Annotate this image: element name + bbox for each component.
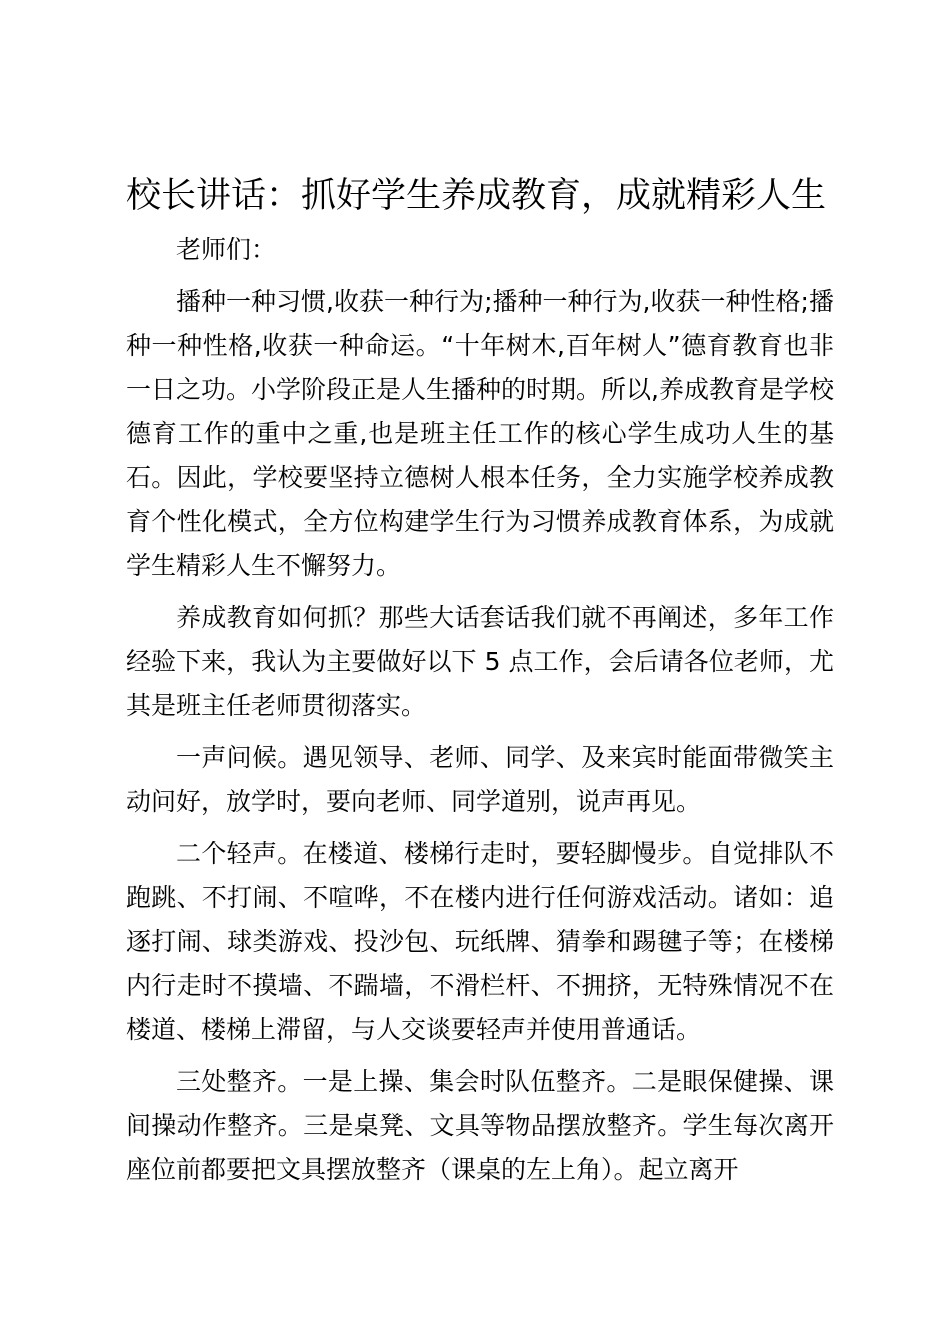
paragraph-how-to: 养成教育如何抓？那些大话套话我们就不再阐述，多年工作经验下来，我认为主要做好以下 5 点工作，会后请各位老师，尤其是班主任老师贯彻落实。	[126, 603, 834, 720]
paragraph-intro: 播种一种习惯,收获一种行为;播种一种行为,收获一种性格;播种一种性格,收获一种命运。“十年树木,百年树人”德育教育也非一日之功。小学阶段正是人生播种的时期。所以,养成教育是学校德育工作的重中之重,也是班主任工作的核心学生成功人生的基石。因此，学校要坚持立德树人根本任务，全力实施学校养成教育个性化模式，全方位构建学生行为习惯养成教育体系，为成就学生精彩人生不懈努力。	[126, 287, 834, 580]
paragraph-greeting: 一声问候。遇见领导、老师、同学、及来宾时能面带微笑主动问好，放学时，要向老师、同学道别，说声再见。	[126, 743, 834, 816]
document-title: 校长讲话：抓好学生养成教育，成就精彩人生	[126, 176, 827, 216]
salutation: 老师们：	[176, 235, 277, 264]
document-body	[126, 172, 834, 1200]
paragraph-neat: 三处整齐。一是上操、集会时队伍整齐。二是眼保健操、课间操动作整齐。三是桌凳、文具等物品摆放整齐。学生每次离开座位前都要把文具摆放整齐（课桌的左上角）。起立离开	[126, 1067, 834, 1184]
paragraph-quiet: 二个轻声。在楼道、楼梯行走时，要轻脚慢步。自觉排队不跑跳、不打闹、不喧哗，不在楼内进行任何游戏活动。诸如：追逐打闹、球类游戏、投沙包、玩纸牌、猜拳和踢毽子等；在楼梯内行走时不摸墙、不踹墙，不滑栏杆、不拥挤，无特殊情况不在楼道、楼梯上滞留，与人交谈要轻声并使用普通话。	[126, 839, 834, 1044]
